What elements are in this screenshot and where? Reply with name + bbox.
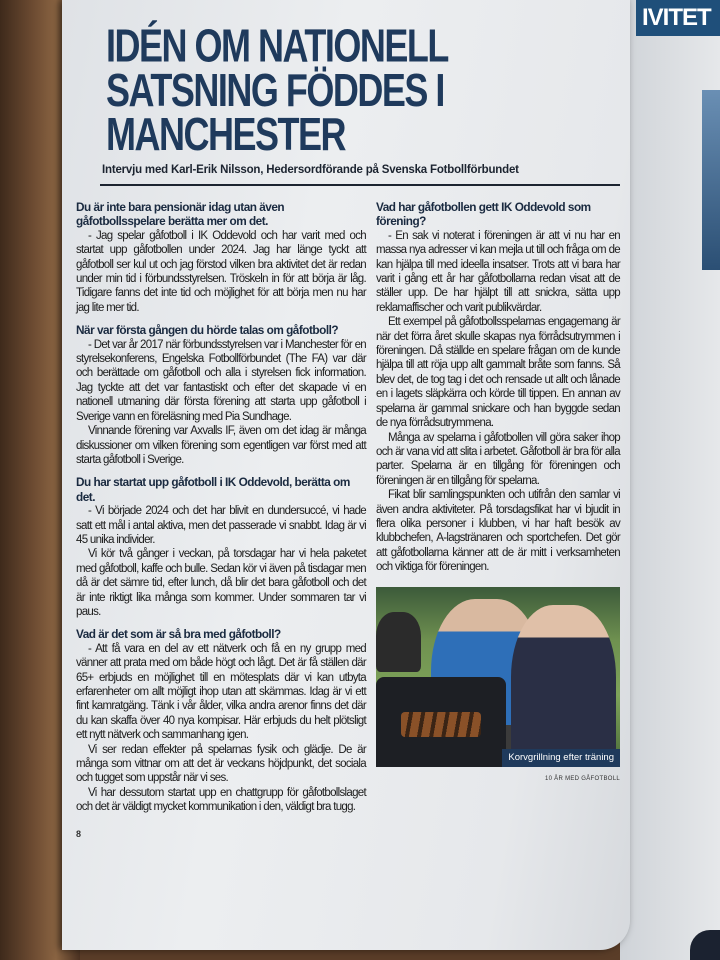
answer: - Det var år 2017 när förbundsstyrelsen var i Manchester för en styrelsekonferens, Engelska Fotbollförbundet (The FA) var där och berättade om gåfotboll och alla i styrelsen fick information. Jag tyckte att det var fantastiskt och efter det skapade vi en nationell utmaning där första förening att starta upp gåfotboll i Sverige vann en föreläsning med Pia Sundhage. [76, 338, 366, 423]
answer: Vi har dessutom startat upp en chattgrupp för gåfotbollslaget och det är väldigt mycket kommunikation i den, väldigt bra tugg. [76, 786, 366, 814]
divider [100, 184, 620, 186]
right-column [376, 200, 620, 783]
question: Vad är det som är så bra med gåfotboll? [76, 627, 281, 642]
person-background [376, 612, 421, 672]
question: Vad har gåfotbollen gett IK Oddevold som förening? [376, 200, 591, 229]
answer: Fikat blir samlingspunkten och utifrån den samlar vi även andra aktiviteter. På torsdagsfikat har vi bjudit in flera olika personer i klubben, vi har haft besök av klubbchefen, A-lagstränaren och sportchefen. Det gör att gåfotbollarna känner att de är mitt i verksamheten och viktiga för föreningen. [376, 489, 620, 574]
question: Du är inte bara pensionär idag utan även gåfotbollsspelare berätta mer om det. [76, 200, 285, 229]
answer: - Att få vara en del av ett nätverk och få en ny grupp med vänner att prata med om både högt och lågt. Det är få ställen där 65+ erbjuds en möjlighet till en mötesplats där vi kan utbyta erfarenheter om allt möjligt ihop utan att skämmas. Idag är vi ett fint kamratgäng. Tänk i vår ålder, vilka andra arenor finns det där du kan skaffa över 40 nya kompisar. Här erbjuds du helt plötsligt ett nytt nätverk och sammanhang igen. [76, 642, 366, 742]
photo-caption: Korvgrillning efter träning [502, 749, 620, 767]
left-column [76, 200, 366, 841]
answer: - En sak vi noterat i föreningen är att vi nu har en massa nya adresser vi kan mejla ut till och fråga om de kan hjälpa till med ideella insatser. Trots att vi bara har varit i gång ett år har gåfotbollarna redan visat att de ställer upp. De har hjälpt till att snickra, sätta upp reklamaffischer och varit publikvärdar. [376, 229, 620, 314]
answer: Ett exempel på gåfotbollsspelarnas engagemang är när det förra året skulle skapas nya förrådsutrymmen i föreningen. Då ställde en spelare frågan om de kunde hjälpa till att röja upp allt gammalt bråte som fanns. Så blev det, de tog tag i det och rensade ut allt och lånade en i lagets släpkärra och körde till tippen. En annan av spelarna är gammal snickare och han byggde sedan de nya förrådsutrymmena. [376, 316, 620, 430]
page-footer: 10 ÅR MED GÅFOTBOLL [544, 775, 620, 782]
next-page-edge [620, 0, 720, 960]
answer: Vi kör två gånger i veckan, på torsdagar har vi hela paketet med gåfotboll, kaffe och bulle. Sedan kör vi även på tisdagar men då är det sämre tid, efter lunch, då blir det bara gåfotboll och det är inte riktigt lika många som kommer. Under sommaren tar vi paus. [76, 548, 366, 618]
answer: Vi ser redan effekter på spelarnas fysik och glädje. De är många som vittnar om att det är veckans höjdpunkt, det sociala och tugget som uppstår när vi ses. [76, 743, 366, 785]
answer: Vinnande förening var Axvalls IF, även om det idag är många diskussioner om vilken förening som egentligen var först med att starta gåfotboll i Sverige. [76, 425, 366, 466]
question: När var första gången du hörde talas om gåfotboll? [76, 323, 339, 338]
answer: - Jag spelar gåfotboll i IK Oddevold och har varit med och startat upp gåfotbollen under 2024. Jag har länge tyckt att gåfotboll ser kul ut och jag förstod vilken bra aktivitet det är redan under min tid i förbundsstyrelsen. Tröskeln in för att börja är låg. Tidigare fanns det inte tid och möjlighet för att börja men nu har jag lite mer tid. [76, 229, 366, 314]
answer: Många av spelarna i gåfotbollen vill göra saker ihop och är vana vid att slita i arbetet. Gåfotboll är bra för alla parter. Spelarna är en tillgång för föreningen och föreningen är en tillgång för spelarna. [376, 431, 620, 487]
question: Du har startat upp gåfotboll i IK Oddevold, berätta om det. [76, 475, 350, 504]
article-photo [376, 587, 620, 767]
answer: - Vi började 2024 och det har blivit en dundersuccé, vi hade satt ett mål i antal aktiva, men det passerade vi snabbt. Idag är vi 45 unika individer. [76, 505, 366, 546]
section-tab: IVITET [636, 0, 720, 36]
page-number: 8 [76, 828, 82, 839]
next-page-image-edge [702, 90, 720, 270]
person-dark-jacket [511, 605, 616, 767]
article-subtitle: Intervju med Karl-Erik Nilsson, Hedersordförande på Svenska Fotbollförbundet [102, 164, 519, 176]
article-title: IDÉN OM NATIONELL SATSNING FÖDDES I MANCHESTER [106, 18, 448, 161]
sausages [401, 712, 481, 737]
magazine-page [62, 0, 630, 950]
